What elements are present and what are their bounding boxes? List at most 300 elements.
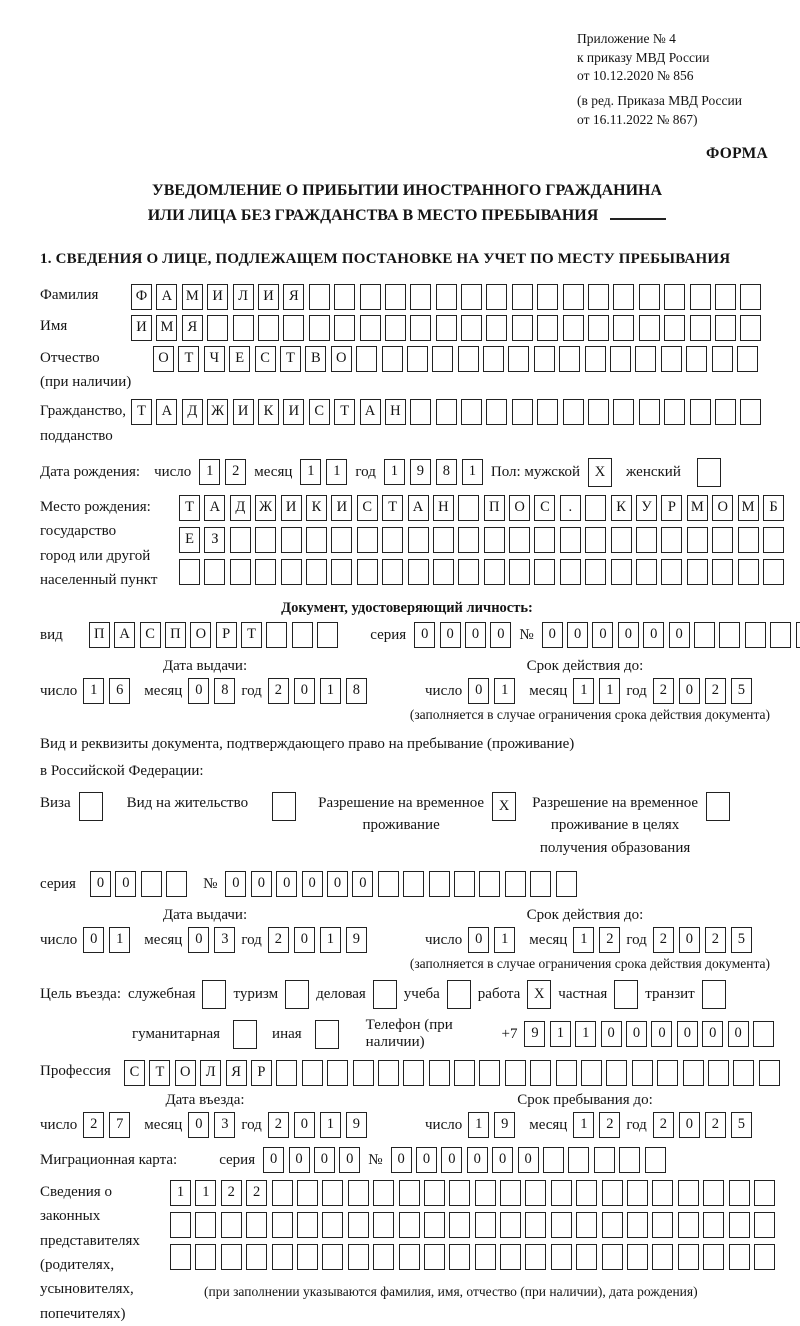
char-box[interactable] — [759, 1060, 780, 1086]
char-box[interactable] — [602, 1212, 623, 1238]
char-box[interactable] — [410, 315, 431, 341]
char-box[interactable]: 0 — [567, 622, 588, 648]
char-box[interactable] — [378, 871, 399, 897]
char-box[interactable] — [500, 1244, 521, 1270]
char-box[interactable] — [204, 559, 225, 585]
char-box[interactable]: Т — [149, 1060, 170, 1086]
char-box[interactable] — [697, 458, 721, 487]
char-box[interactable]: 0 — [352, 871, 373, 897]
char-box[interactable]: 0 — [440, 622, 461, 648]
char-box[interactable]: 2 — [599, 1112, 620, 1138]
char-box[interactable]: 1 — [320, 1112, 341, 1138]
char-box[interactable] — [712, 346, 733, 372]
char-box[interactable] — [683, 1060, 704, 1086]
char-box[interactable] — [745, 622, 766, 648]
char-box[interactable]: 0 — [188, 927, 209, 953]
char-box[interactable]: 0 — [441, 1147, 462, 1173]
char-box[interactable]: Д — [182, 399, 203, 425]
char-box[interactable]: М — [182, 284, 203, 310]
char-box[interactable]: И — [131, 315, 152, 341]
char-box[interactable]: 0 — [339, 1147, 360, 1173]
char-box[interactable] — [530, 1060, 551, 1086]
char-box[interactable] — [715, 284, 736, 310]
char-box[interactable] — [512, 315, 533, 341]
char-box[interactable] — [221, 1244, 242, 1270]
char-box[interactable] — [170, 1244, 191, 1270]
char-box[interactable]: . — [560, 495, 581, 521]
char-box[interactable]: П — [165, 622, 186, 648]
char-box[interactable] — [560, 559, 581, 585]
char-box[interactable] — [594, 1147, 615, 1173]
char-box[interactable] — [509, 527, 530, 553]
char-box[interactable] — [449, 1180, 470, 1206]
char-box[interactable] — [534, 527, 555, 553]
char-box[interactable]: 1 — [384, 459, 405, 485]
char-box[interactable] — [753, 1021, 774, 1047]
char-box[interactable] — [639, 284, 660, 310]
char-box[interactable]: А — [156, 399, 177, 425]
char-box[interactable] — [551, 1244, 572, 1270]
char-box[interactable] — [297, 1212, 318, 1238]
char-box[interactable] — [357, 559, 378, 585]
char-box[interactable]: 3 — [214, 1112, 235, 1138]
purpose-transit-checkbox[interactable] — [702, 980, 726, 1009]
char-box[interactable] — [272, 1212, 293, 1238]
char-box[interactable] — [606, 1060, 627, 1086]
char-box[interactable]: 0 — [188, 1112, 209, 1138]
char-box[interactable] — [632, 1060, 653, 1086]
char-box[interactable]: А — [156, 284, 177, 310]
char-box[interactable]: 1 — [462, 459, 483, 485]
char-box[interactable] — [661, 346, 682, 372]
char-box[interactable]: 0 — [414, 622, 435, 648]
char-box[interactable] — [733, 1060, 754, 1086]
char-box[interactable]: 7 — [109, 1112, 130, 1138]
char-box[interactable]: 2 — [83, 1112, 104, 1138]
char-box[interactable] — [537, 399, 558, 425]
char-box[interactable] — [534, 559, 555, 585]
char-box[interactable] — [652, 1244, 673, 1270]
char-box[interactable] — [317, 622, 338, 648]
char-box[interactable] — [512, 284, 533, 310]
char-box[interactable]: 0 — [294, 927, 315, 953]
char-box[interactable] — [740, 399, 761, 425]
char-box[interactable] — [715, 315, 736, 341]
char-box[interactable]: 1 — [83, 678, 104, 704]
char-box[interactable] — [382, 346, 403, 372]
char-box[interactable] — [233, 1020, 257, 1049]
char-box[interactable]: 9 — [346, 1112, 367, 1138]
char-box[interactable] — [627, 1212, 648, 1238]
char-box[interactable] — [327, 1060, 348, 1086]
char-box[interactable]: Я — [283, 284, 304, 310]
char-box[interactable]: Н — [385, 399, 406, 425]
char-box[interactable]: Р — [661, 495, 682, 521]
char-box[interactable]: А — [360, 399, 381, 425]
char-box[interactable]: 0 — [728, 1021, 749, 1047]
char-box[interactable] — [322, 1180, 343, 1206]
char-box[interactable]: 2 — [705, 927, 726, 953]
char-box[interactable]: 0 — [251, 871, 272, 897]
char-box[interactable] — [602, 1180, 623, 1206]
char-box[interactable] — [556, 871, 577, 897]
char-box[interactable]: Ж — [207, 399, 228, 425]
char-box[interactable] — [483, 346, 504, 372]
char-box[interactable] — [613, 315, 634, 341]
char-box[interactable]: 0 — [465, 622, 486, 648]
char-box[interactable] — [619, 1147, 640, 1173]
char-box[interactable]: 1 — [195, 1180, 216, 1206]
char-box[interactable]: С — [140, 622, 161, 648]
purpose-tourism-checkbox[interactable] — [285, 980, 309, 1009]
char-box[interactable]: X — [527, 980, 551, 1009]
char-box[interactable]: Л — [200, 1060, 221, 1086]
char-box[interactable] — [207, 315, 228, 341]
char-box[interactable] — [738, 559, 759, 585]
char-box[interactable]: Н — [433, 495, 454, 521]
char-box[interactable]: К — [306, 495, 327, 521]
char-box[interactable] — [195, 1212, 216, 1238]
char-box[interactable]: О — [331, 346, 352, 372]
char-box[interactable]: 0 — [276, 871, 297, 897]
char-box[interactable] — [429, 871, 450, 897]
char-box[interactable] — [678, 1212, 699, 1238]
char-box[interactable] — [740, 284, 761, 310]
char-box[interactable] — [712, 527, 733, 553]
char-box[interactable] — [645, 1147, 666, 1173]
char-box[interactable] — [433, 559, 454, 585]
char-box[interactable]: 0 — [468, 927, 489, 953]
visa-checkbox[interactable] — [79, 792, 103, 821]
char-box[interactable] — [255, 559, 276, 585]
char-box[interactable] — [475, 1244, 496, 1270]
char-box[interactable] — [447, 980, 471, 1009]
purpose-private-checkbox[interactable] — [614, 980, 638, 1009]
char-box[interactable]: 1 — [599, 678, 620, 704]
char-box[interactable] — [373, 1212, 394, 1238]
char-box[interactable] — [272, 792, 296, 821]
char-box[interactable] — [166, 871, 187, 897]
char-box[interactable] — [639, 399, 660, 425]
char-box[interactable]: Р — [251, 1060, 272, 1086]
char-box[interactable]: 0 — [468, 678, 489, 704]
char-box[interactable] — [283, 315, 304, 341]
char-box[interactable]: 2 — [268, 1112, 289, 1138]
char-box[interactable] — [664, 315, 685, 341]
char-box[interactable] — [170, 1212, 191, 1238]
char-box[interactable] — [512, 399, 533, 425]
char-box[interactable] — [543, 1147, 564, 1173]
char-box[interactable] — [796, 622, 800, 648]
char-box[interactable]: Т — [382, 495, 403, 521]
char-box[interactable] — [378, 1060, 399, 1086]
char-box[interactable]: 0 — [115, 871, 136, 897]
char-box[interactable]: 3 — [214, 927, 235, 953]
char-box[interactable] — [230, 527, 251, 553]
char-box[interactable] — [602, 1244, 623, 1270]
char-box[interactable]: 1 — [170, 1180, 191, 1206]
char-box[interactable] — [551, 1180, 572, 1206]
char-box[interactable] — [331, 559, 352, 585]
char-box[interactable] — [551, 1212, 572, 1238]
char-box[interactable] — [703, 1244, 724, 1270]
char-box[interactable]: 8 — [214, 678, 235, 704]
char-box[interactable]: Л — [233, 284, 254, 310]
char-box[interactable] — [661, 527, 682, 553]
char-box[interactable]: М — [738, 495, 759, 521]
char-box[interactable] — [449, 1212, 470, 1238]
char-box[interactable] — [715, 399, 736, 425]
char-box[interactable]: Б — [763, 495, 784, 521]
purpose-humanitarian-checkbox[interactable] — [233, 1020, 257, 1049]
char-box[interactable] — [461, 284, 482, 310]
char-box[interactable] — [246, 1244, 267, 1270]
char-box[interactable] — [258, 315, 279, 341]
char-box[interactable] — [702, 980, 726, 1009]
char-box[interactable]: 0 — [669, 622, 690, 648]
char-box[interactable]: Р — [216, 622, 237, 648]
char-box[interactable]: 0 — [391, 1147, 412, 1173]
char-box[interactable] — [272, 1180, 293, 1206]
char-box[interactable] — [588, 315, 609, 341]
char-box[interactable]: З — [204, 527, 225, 553]
char-box[interactable]: Т — [131, 399, 152, 425]
char-box[interactable]: Ж — [255, 495, 276, 521]
char-box[interactable]: О — [153, 346, 174, 372]
char-box[interactable] — [636, 559, 657, 585]
char-box[interactable] — [348, 1244, 369, 1270]
char-box[interactable]: 0 — [592, 622, 613, 648]
char-box[interactable] — [686, 346, 707, 372]
char-box[interactable] — [505, 1060, 526, 1086]
char-box[interactable] — [712, 559, 733, 585]
char-box[interactable] — [410, 399, 431, 425]
purpose-other-checkbox[interactable] — [315, 1020, 339, 1049]
char-box[interactable] — [525, 1244, 546, 1270]
char-box[interactable] — [568, 1147, 589, 1173]
char-box[interactable] — [500, 1180, 521, 1206]
char-box[interactable]: 0 — [492, 1147, 513, 1173]
char-box[interactable]: Т — [334, 399, 355, 425]
char-box[interactable] — [297, 1244, 318, 1270]
char-box[interactable]: 2 — [653, 927, 674, 953]
temp-residence-edu-checkbox[interactable] — [706, 792, 730, 821]
char-box[interactable] — [610, 346, 631, 372]
char-box[interactable]: 1 — [573, 1112, 594, 1138]
char-box[interactable]: 0 — [702, 1021, 723, 1047]
char-box[interactable] — [576, 1244, 597, 1270]
char-box[interactable] — [706, 792, 730, 821]
char-box[interactable] — [508, 346, 529, 372]
char-box[interactable] — [410, 284, 431, 310]
char-box[interactable]: 2 — [599, 927, 620, 953]
char-box[interactable] — [486, 315, 507, 341]
char-box[interactable] — [373, 980, 397, 1009]
char-box[interactable]: И — [233, 399, 254, 425]
purpose-work-checkbox[interactable] — [527, 980, 551, 1009]
char-box[interactable]: О — [712, 495, 733, 521]
char-box[interactable]: Т — [241, 622, 262, 648]
char-box[interactable] — [356, 346, 377, 372]
char-box[interactable]: К — [611, 495, 632, 521]
char-box[interactable] — [382, 559, 403, 585]
char-box[interactable] — [436, 315, 457, 341]
char-box[interactable] — [233, 315, 254, 341]
char-box[interactable] — [661, 559, 682, 585]
char-box[interactable] — [687, 559, 708, 585]
char-box[interactable] — [399, 1212, 420, 1238]
char-box[interactable] — [664, 284, 685, 310]
char-box[interactable]: Е — [179, 527, 200, 553]
char-box[interactable]: У — [636, 495, 657, 521]
char-box[interactable] — [408, 527, 429, 553]
char-box[interactable] — [334, 284, 355, 310]
char-box[interactable] — [652, 1212, 673, 1238]
char-box[interactable] — [484, 527, 505, 553]
char-box[interactable] — [334, 315, 355, 341]
char-box[interactable] — [613, 284, 634, 310]
char-box[interactable] — [585, 527, 606, 553]
char-box[interactable] — [486, 284, 507, 310]
char-box[interactable] — [585, 559, 606, 585]
char-box[interactable] — [703, 1212, 724, 1238]
char-box[interactable]: 0 — [490, 622, 511, 648]
char-box[interactable] — [703, 1180, 724, 1206]
char-box[interactable] — [754, 1244, 775, 1270]
char-box[interactable]: О — [190, 622, 211, 648]
char-box[interactable] — [461, 315, 482, 341]
char-box[interactable]: 2 — [705, 1112, 726, 1138]
char-box[interactable] — [657, 1060, 678, 1086]
char-box[interactable] — [357, 527, 378, 553]
char-box[interactable] — [399, 1244, 420, 1270]
char-box[interactable]: 1 — [326, 459, 347, 485]
char-box[interactable] — [729, 1244, 750, 1270]
char-box[interactable] — [556, 1060, 577, 1086]
char-box[interactable] — [636, 527, 657, 553]
char-box[interactable] — [613, 399, 634, 425]
char-box[interactable]: 0 — [302, 871, 323, 897]
char-box[interactable] — [309, 315, 330, 341]
char-box[interactable]: 0 — [679, 927, 700, 953]
char-box[interactable] — [585, 495, 606, 521]
char-box[interactable] — [403, 871, 424, 897]
char-box[interactable]: 2 — [225, 459, 246, 485]
char-box[interactable] — [537, 284, 558, 310]
char-box[interactable]: С — [124, 1060, 145, 1086]
char-box[interactable] — [678, 1180, 699, 1206]
char-box[interactable]: 0 — [651, 1021, 672, 1047]
char-box[interactable] — [348, 1212, 369, 1238]
char-box[interactable] — [563, 315, 584, 341]
char-box[interactable]: Я — [182, 315, 203, 341]
char-box[interactable] — [302, 1060, 323, 1086]
char-box[interactable] — [360, 284, 381, 310]
char-box[interactable] — [424, 1244, 445, 1270]
char-box[interactable] — [458, 346, 479, 372]
char-box[interactable]: И — [207, 284, 228, 310]
char-box[interactable]: 0 — [188, 678, 209, 704]
char-box[interactable]: 1 — [109, 927, 130, 953]
char-box[interactable] — [475, 1180, 496, 1206]
char-box[interactable] — [272, 1244, 293, 1270]
char-box[interactable] — [719, 622, 740, 648]
char-box[interactable]: 8 — [436, 459, 457, 485]
char-box[interactable]: 0 — [618, 622, 639, 648]
char-box[interactable] — [740, 315, 761, 341]
temp-residence-checkbox[interactable] — [492, 792, 516, 821]
char-box[interactable]: 0 — [289, 1147, 310, 1173]
char-box[interactable]: 9 — [346, 927, 367, 953]
char-box[interactable]: 0 — [626, 1021, 647, 1047]
char-box[interactable] — [770, 622, 791, 648]
char-box[interactable]: 0 — [679, 678, 700, 704]
char-box[interactable] — [479, 871, 500, 897]
char-box[interactable] — [525, 1180, 546, 1206]
char-box[interactable] — [403, 1060, 424, 1086]
char-box[interactable] — [407, 346, 428, 372]
char-box[interactable] — [576, 1212, 597, 1238]
char-box[interactable]: 0 — [294, 1112, 315, 1138]
char-box[interactable] — [385, 315, 406, 341]
char-box[interactable]: Т — [280, 346, 301, 372]
char-box[interactable] — [436, 399, 457, 425]
char-box[interactable] — [281, 559, 302, 585]
char-box[interactable] — [738, 527, 759, 553]
char-box[interactable] — [690, 399, 711, 425]
char-box[interactable]: 1 — [468, 1112, 489, 1138]
char-box[interactable] — [281, 527, 302, 553]
char-box[interactable] — [737, 346, 758, 372]
char-box[interactable]: 1 — [494, 927, 515, 953]
char-box[interactable]: 5 — [731, 1112, 752, 1138]
char-box[interactable]: 5 — [731, 678, 752, 704]
char-box[interactable]: 0 — [225, 871, 246, 897]
char-box[interactable] — [525, 1212, 546, 1238]
char-box[interactable]: 0 — [83, 927, 104, 953]
char-box[interactable]: Ч — [204, 346, 225, 372]
char-box[interactable] — [360, 315, 381, 341]
char-box[interactable] — [255, 527, 276, 553]
char-box[interactable] — [475, 1212, 496, 1238]
char-box[interactable] — [505, 871, 526, 897]
char-box[interactable]: Е — [229, 346, 250, 372]
char-box[interactable] — [639, 315, 660, 341]
char-box[interactable]: 0 — [327, 871, 348, 897]
char-box[interactable] — [429, 1060, 450, 1086]
char-box[interactable] — [534, 346, 555, 372]
char-box[interactable] — [373, 1244, 394, 1270]
char-box[interactable] — [373, 1180, 394, 1206]
char-box[interactable]: 5 — [731, 927, 752, 953]
sex-female-checkbox[interactable] — [697, 458, 721, 487]
char-box[interactable]: 0 — [679, 1112, 700, 1138]
char-box[interactable]: П — [484, 495, 505, 521]
char-box[interactable]: М — [687, 495, 708, 521]
char-box[interactable] — [285, 980, 309, 1009]
char-box[interactable]: 1 — [300, 459, 321, 485]
char-box[interactable] — [509, 559, 530, 585]
char-box[interactable]: Т — [178, 346, 199, 372]
purpose-business-checkbox[interactable] — [202, 980, 226, 1009]
char-box[interactable] — [537, 315, 558, 341]
char-box[interactable]: 1 — [573, 927, 594, 953]
sex-male-checkbox[interactable] — [588, 458, 612, 487]
char-box[interactable] — [652, 1180, 673, 1206]
char-box[interactable] — [611, 559, 632, 585]
char-box[interactable]: 9 — [410, 459, 431, 485]
char-box[interactable]: 0 — [90, 871, 111, 897]
